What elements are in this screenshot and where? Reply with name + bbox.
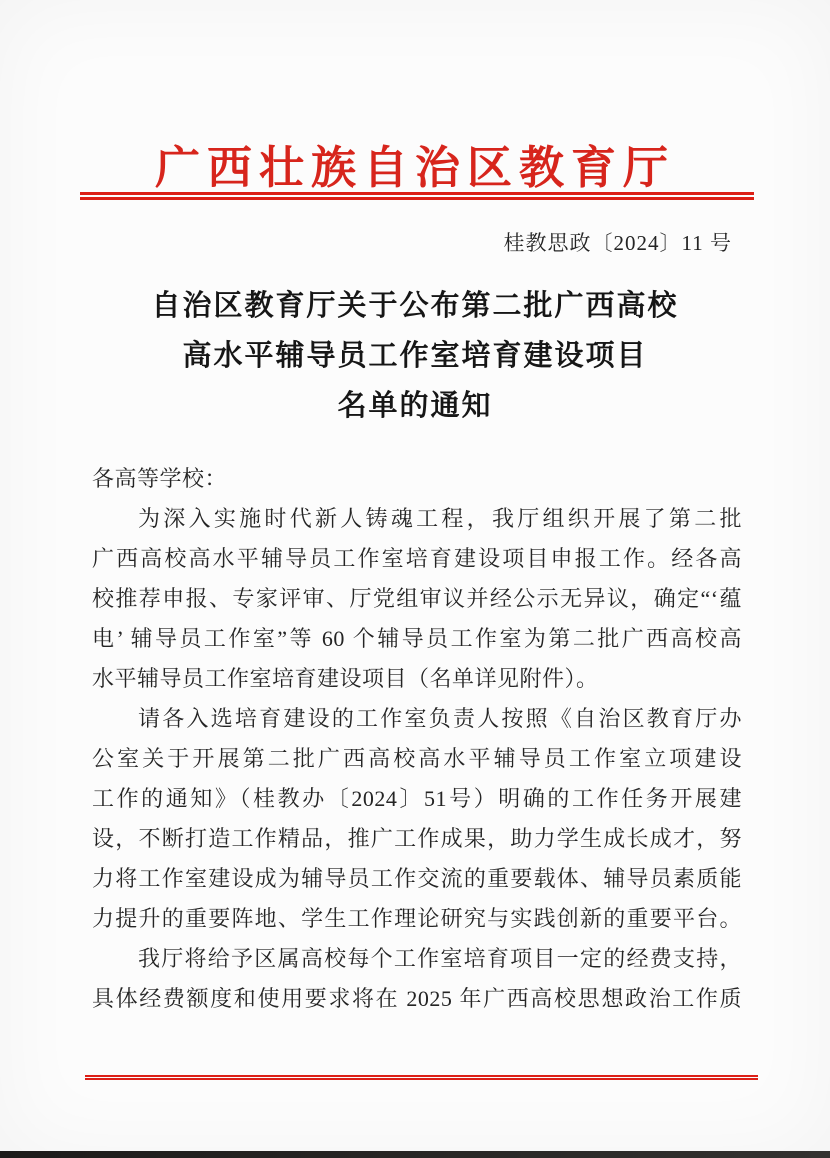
body-line: 请各入选培育建设的工作室负责人按照《自治区教育厅办 [138, 706, 742, 731]
body-line: 公室关于开展第二批广西高校高水平辅导员工作室立项建设 [92, 746, 742, 771]
header-divider-line [80, 192, 754, 200]
notice-body [92, 459, 742, 1019]
agency-masthead: 广西壮族自治区教育厅 [154, 143, 675, 193]
notice-title-line: 自治区教育厅关于公布第二批广西高校 [151, 290, 679, 322]
body-line: 力将工作室建设成为辅导员工作交流的重要载体、辅导员素质能 [92, 866, 742, 891]
notice-title-line: 名单的通知 [337, 390, 493, 422]
body-line: 水平辅导员工作室培育建设项目（名单详见附件）。 [92, 666, 599, 691]
body-line: 校推荐申报、专家评审、厅党组审议并经公示无异议，确定“‘蕴 [92, 586, 742, 611]
body-paragraph-lines [92, 499, 742, 1019]
body-line: 电’ 辅导员工作室”等 60 个辅导员工作室为第二批广西高校高 [92, 626, 742, 651]
notice-title [0, 281, 830, 431]
salutation: 各高等学校： [92, 466, 228, 491]
body-line: 工作的通知》（桂教办〔2024〕51号）明确的工作任务开展建 [92, 786, 742, 811]
photo-bottom-edge [0, 1151, 830, 1158]
body-line: 具体经费额度和使用要求将在 2025 年广西高校思想政治工作质 [92, 986, 742, 1011]
notice-title-line: 高水平辅导员工作室培育建设项目 [182, 340, 648, 372]
body-line: 设，不断打造工作精品，推广工作成果，助力学生成长成才，努 [92, 826, 742, 851]
body-line: 我厅将给予区属高校每个工作室培育项目一定的经费支持， [138, 946, 742, 971]
body-line: 为深入实施时代新人铸魂工程，我厅组织开展了第二批 [138, 506, 742, 531]
footer-divider-line [85, 1075, 758, 1080]
body-line: 力提升的重要阵地、学生工作理论研究与实践创新的重要平台。 [92, 906, 742, 931]
doc-number: 桂教思政〔2024〕11 号 [503, 231, 732, 255]
body-line: 广西高校高水平辅导员工作室培育建设项目申报工作。经各高 [92, 546, 742, 571]
